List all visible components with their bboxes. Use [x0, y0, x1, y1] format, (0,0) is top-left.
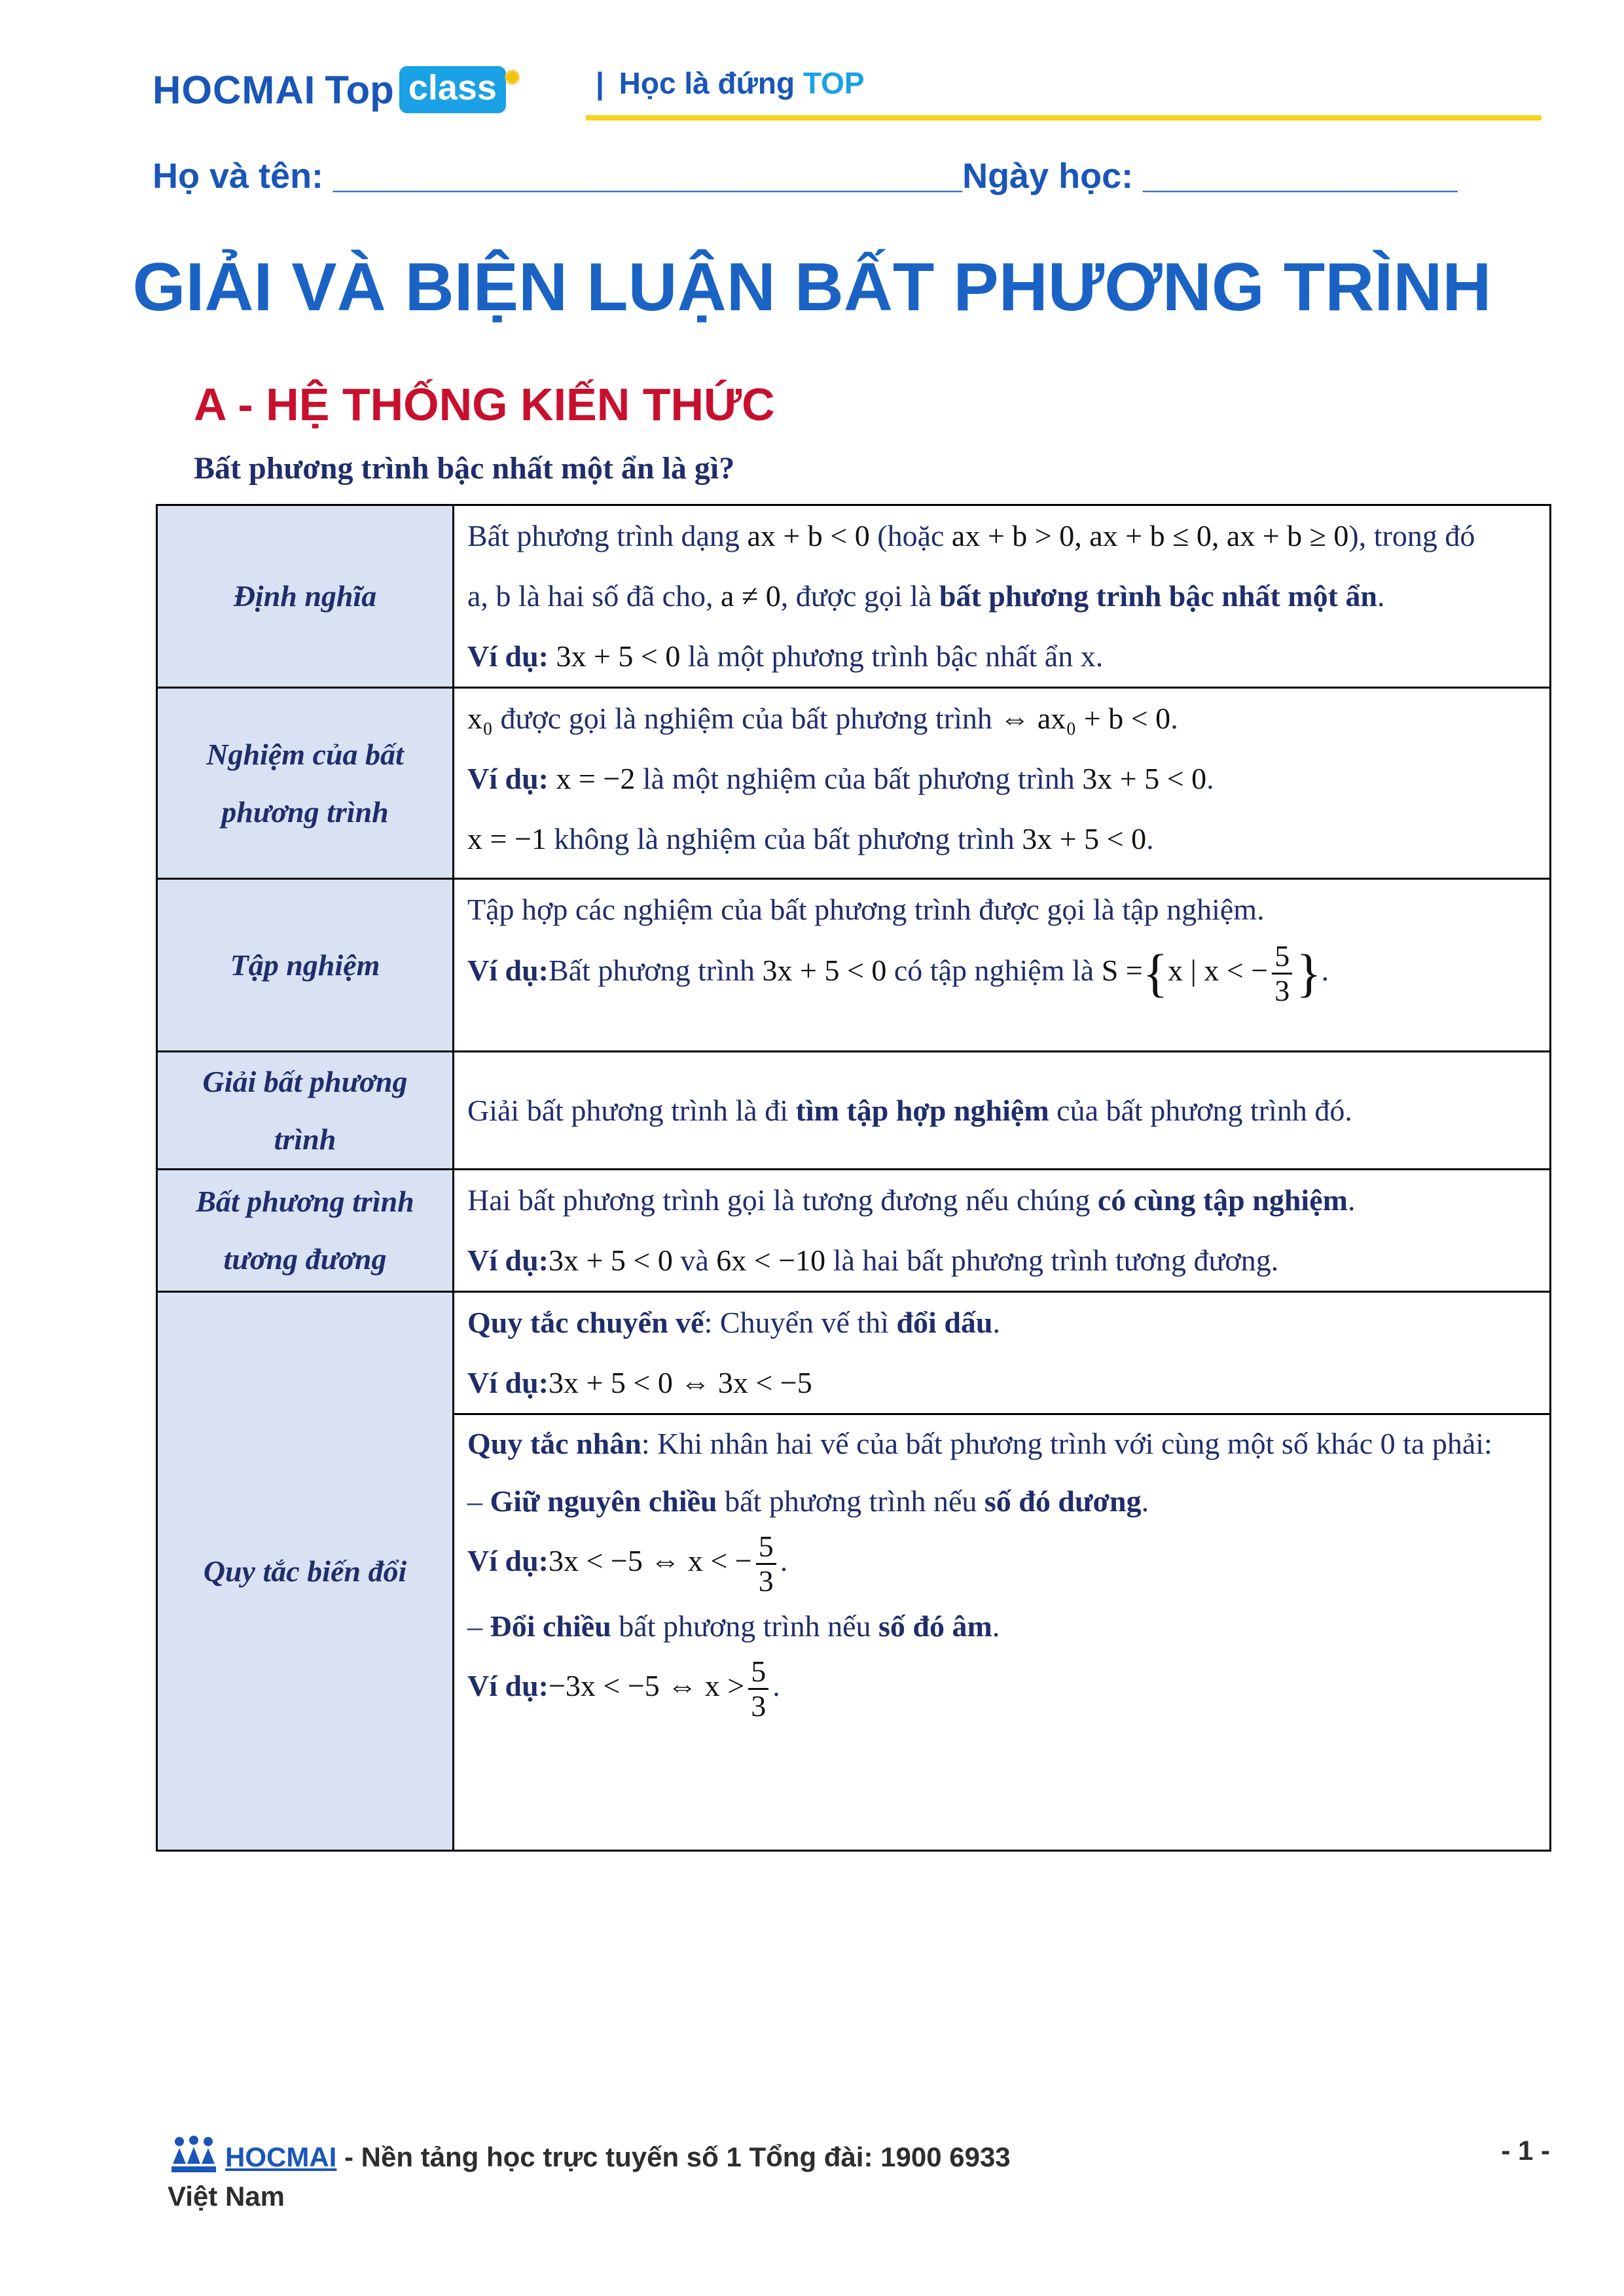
logo-class-text: class	[408, 68, 497, 107]
row-label: Bất phương trình tương đương	[157, 1170, 454, 1292]
row-label: Quy tắc biến đổi	[157, 1292, 454, 1851]
table-row	[157, 1170, 1551, 1292]
hocmai-logo-icon	[169, 2135, 219, 2174]
row-content: Quy tắc chuyển vế: Chuyển vế thì đổi dấu. Ví dụ:3x + 5 < 0 ⇔ 3x < −5	[454, 1292, 1551, 1414]
page-number: - 1 -	[1501, 2135, 1550, 2166]
table-row	[157, 505, 1551, 688]
logo-top: Top	[325, 67, 394, 112]
knowledge-table	[156, 504, 1551, 1852]
table-row	[157, 879, 1551, 1052]
page-title: GIẢI VÀ BIỆN LUẬN BẤT PHƯƠNG TRÌNH	[132, 249, 1492, 325]
slogan-bar: |	[596, 66, 604, 100]
fraction: $\frac{5}{3}$	[748, 1655, 768, 1723]
row-content: Tập hợp các nghiệm của bất phương trình được gọi là tập nghiệm. Ví dụ:Bất phương trình 3x + 5 < 0 có tập nghiệm là S ={x | x < − $\frac{5}{3}$ }.	[454, 879, 1551, 1052]
fraction: $\frac{5}{3}$	[756, 1530, 776, 1598]
row-label: Nghiệm của bất phương trình	[157, 688, 454, 879]
slogan-text: Học là đứng	[619, 66, 795, 100]
student-name-line: Họ và tên: ________________________________Ngày học: ________________	[153, 156, 1458, 196]
slogan-top: TOP	[803, 66, 865, 100]
row-content: Bất phương trình dạng ax + b < 0 (hoặc ax + b > 0, ax + b ≤ 0, ax + b ≥ 0), trong đó a, b là hai số đã cho, a ≠ 0, được gọi là bất phương trình bậc nhất một ẩn. Ví dụ: 3x + 5 < 0 là một phương trình bậc nhất ẩn x.	[454, 505, 1551, 688]
row-content: Giải bất phương trình là đi tìm tập hợp nghiệm của bất phương trình đó.	[454, 1052, 1551, 1170]
row-label: Định nghĩa	[157, 505, 454, 688]
footer-country: Việt Nam	[168, 2181, 285, 2212]
sun-icon: ✺	[503, 67, 520, 89]
brand-logo	[153, 60, 520, 119]
row-content: Hai bất phương trình gọi là tương đương nếu chúng có cùng tập nghiệm. Ví dụ:3x + 5 < 0 và 6x < −10 là hai bất phương trình tương đương.	[454, 1170, 1551, 1292]
header-divider	[586, 115, 1542, 120]
row-label: Tập nghiệm	[157, 879, 454, 1052]
row-content: Quy tắc nhân: Khi nhân hai vế của bất phương trình với cùng một số khác 0 ta phải: – Giữ nguyên chiều bất phương trình nếu số đó dương. Ví dụ:3x < −5 ⇔ x < − $\frac{5}{3}$ . – Đổi chiều bất phương trình nếu số đó âm. Ví dụ:−3x < −5 ⇔ x > $\frac{5}{3}$ .	[454, 1414, 1551, 1851]
page-footer	[169, 2135, 1550, 2212]
section-heading: A - HỆ THỐNG KIẾN THỨC	[194, 379, 775, 430]
table-row	[157, 1292, 1551, 1414]
footer-tagline: - Nền tảng học trực tuyến số 1	[344, 2142, 742, 2172]
fraction: $\frac{5}{3}$	[1272, 940, 1292, 1007]
slogan	[596, 65, 865, 101]
row-label: Giải bất phương trình	[157, 1052, 454, 1170]
table-row	[157, 688, 1551, 879]
logo-main: HOCMAI	[153, 67, 316, 112]
table-row	[157, 1052, 1551, 1170]
row-content: x₀ được gọi là nghiệm của bất phương trình ⇔ ax₀ + b < 0. Ví dụ: x = −2 là một nghiệm của bất phương trình 3x + 5 < 0. x = −1 không là nghiệm của bất phương trình 3x + 5 < 0.	[454, 688, 1551, 879]
footer-hotline: Tổng đài: 1900 6933	[749, 2142, 1011, 2172]
footer-brand-link[interactable]: HOCMAI	[225, 2142, 337, 2172]
logo-class	[399, 66, 520, 113]
section-question: Bất phương trình bậc nhất một ẩn là gì?	[194, 451, 735, 486]
